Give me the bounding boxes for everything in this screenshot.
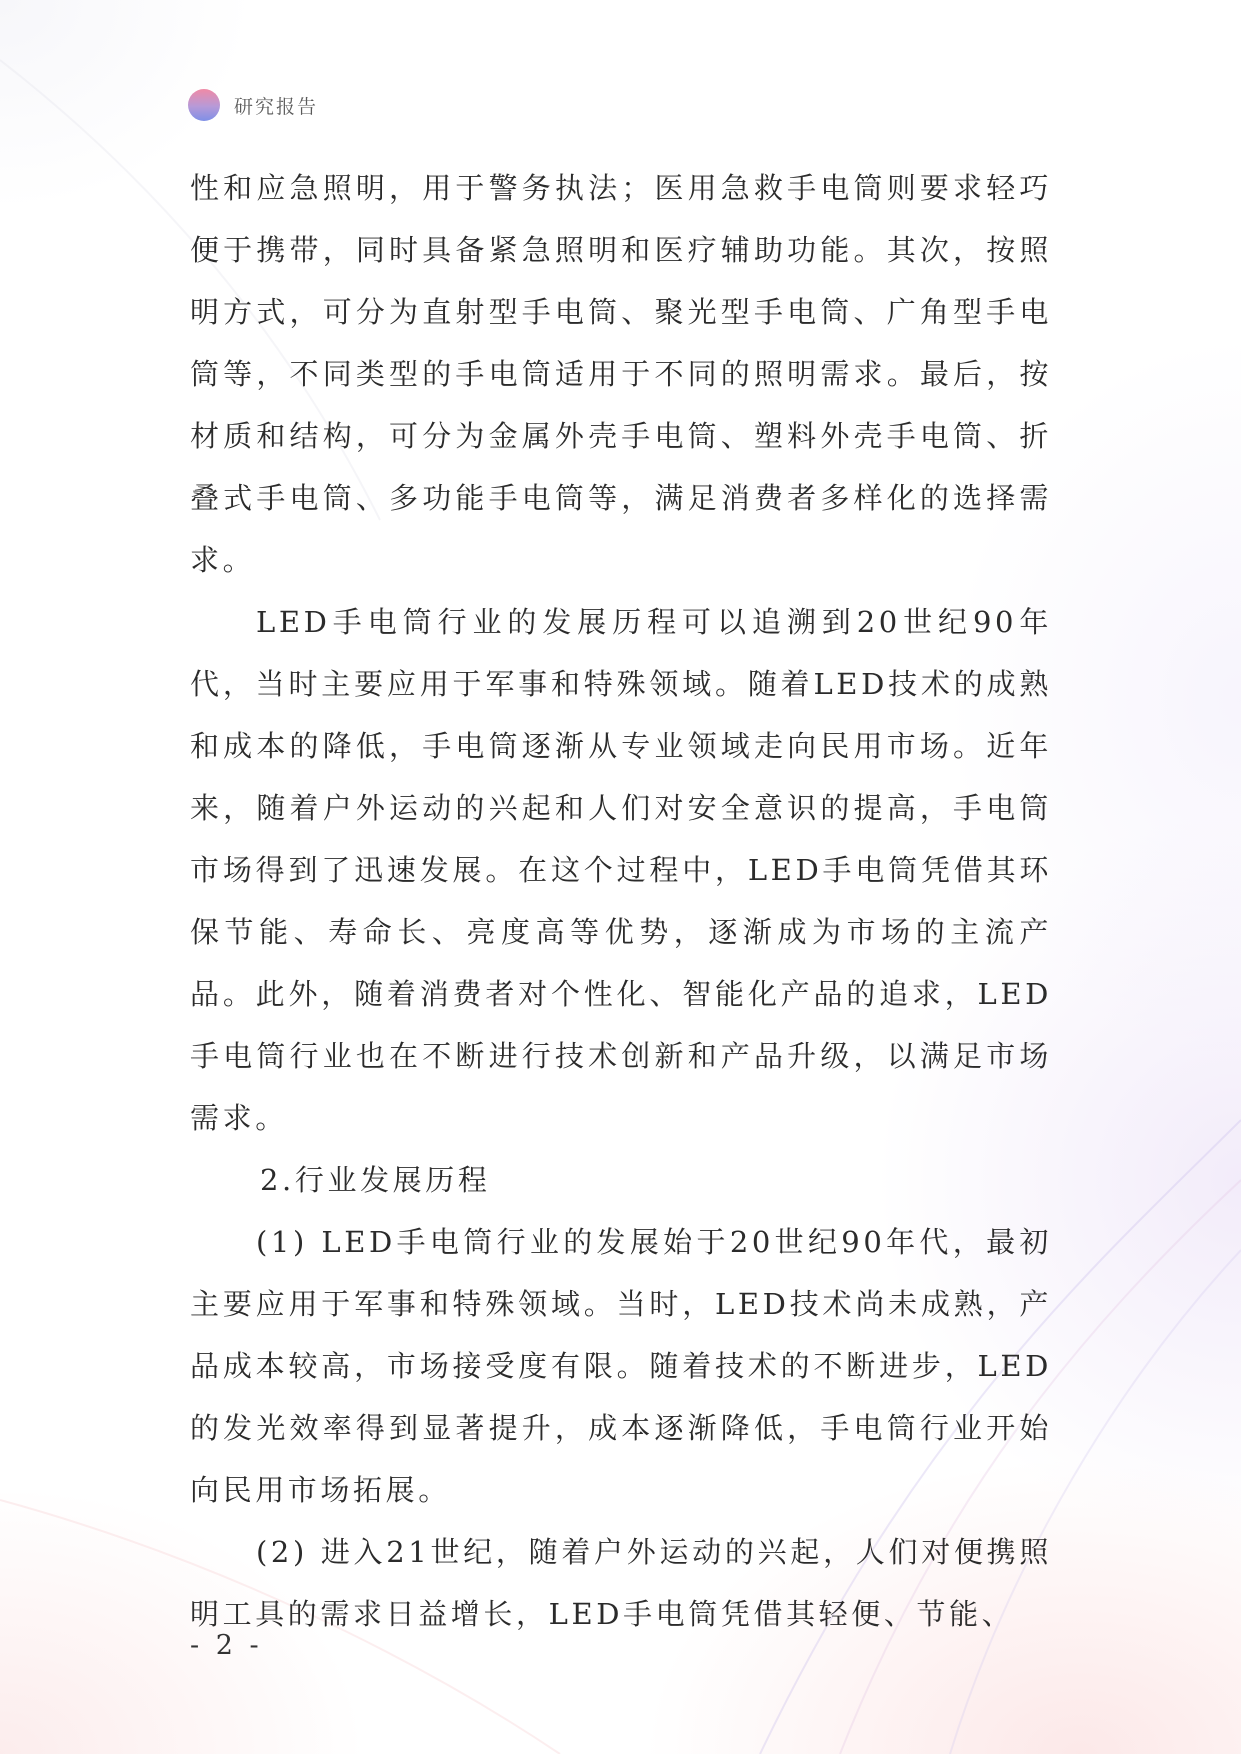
paragraph-2: LED手电筒行业的发展历程可以追溯到20世纪90年代，当时主要应用于军事和特殊领域。随着LED技术的成熟和成本的降低，手电筒逐渐从专业领域走向民用市场。近年来，随着户外运动的兴起和人们对安全意识的提高，手电筒市场得到了迅速发展。在这个过程中，LED手电筒凭借其环保节能、寿命长、亮度高等优势，逐渐成为市场的主流产品。此外，随着消费者对个性化、智能化产品的追求，LED手电筒行业也在不断进行技术创新和产品升级，以满足市场需求。: [190, 605, 1052, 1135]
paragraph-4: (2) 进入21世纪，随着户外运动的兴起，人们对便携照明工具的需求日益增长，LED手电筒凭借其轻便、节能、: [190, 1535, 1052, 1631]
paragraph-3: (1) LED手电筒行业的发展始于20世纪90年代，最初主要应用于军事和特殊领域。当时，LED技术尚未成熟，产品成本较高，市场接受度有限。随着技术的不断进步，LED的发光效率得到显著提升，成本逐渐降低，手电筒行业开始向民用市场拓展。: [190, 1225, 1052, 1507]
logo-circle-icon: [188, 89, 220, 121]
section-heading: 2.行业发展历程: [260, 1163, 491, 1197]
paragraph-1: 性和应急照明，用于警务执法；医用急救手电筒则要求轻巧便于携带，同时具备紧急照明和医疗辅助功能。其次，按照明方式，可分为直射型手电筒、聚光型手电筒、广角型手电筒等，不同类型的手电筒适用于不同的照明需求。最后，按材质和结构，可分为金属外壳手电筒、塑料外壳手电筒、折叠式手电筒、多功能手电筒等，满足消费者多样化的选择需求。: [190, 171, 1052, 577]
header-title: 研究报告: [234, 95, 319, 118]
page-number: - 2 -: [190, 1630, 263, 1661]
report-header: [188, 88, 318, 122]
document-body: [190, 157, 1052, 1645]
